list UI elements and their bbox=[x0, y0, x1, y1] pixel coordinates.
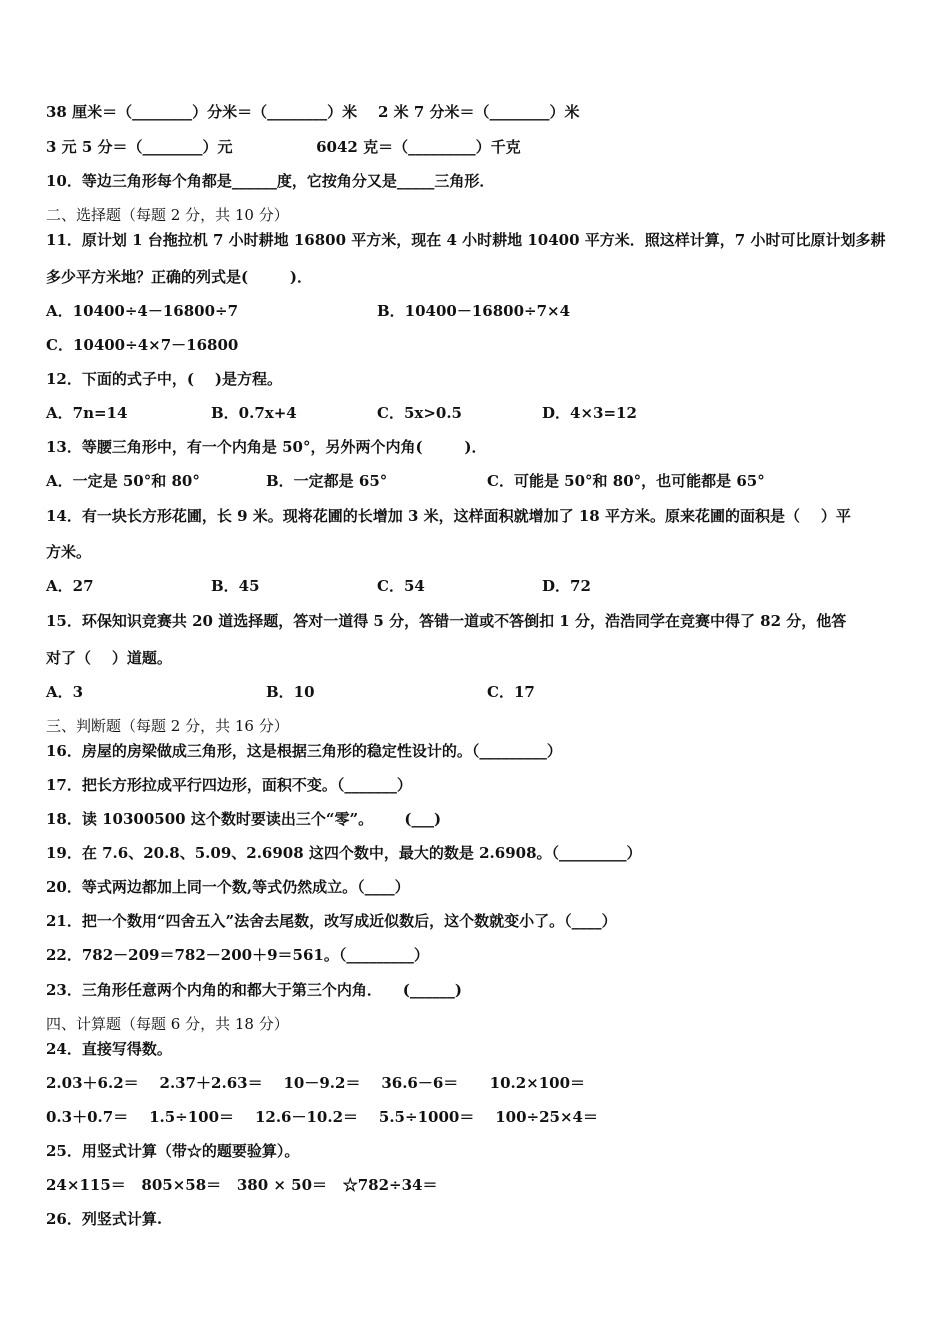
question-18: 18．读 10300500 这个数时要读出三个“零”。 (___) bbox=[46, 810, 442, 828]
question-24: 24．直接写得数。 bbox=[46, 1040, 172, 1058]
option-a: A．27 bbox=[46, 577, 94, 595]
option-b: B．10 bbox=[266, 683, 315, 701]
option-c: C．54 bbox=[377, 577, 425, 595]
question-25: 25．用竖式计算（带☆的题要验算）。 bbox=[46, 1142, 300, 1160]
option-b: B．45 bbox=[211, 577, 260, 595]
option-b: B．0.7x+4 bbox=[211, 404, 297, 422]
option-d: D．72 bbox=[542, 577, 591, 595]
question-14-line-2: 方米。 bbox=[46, 543, 92, 561]
question-24-row-1: 2.03＋6.2＝ 2.37＋2.63＝ 10－9.2＝ 36.6－6＝ 10.2×100＝ bbox=[46, 1074, 586, 1092]
option-c: C．5x>0.5 bbox=[377, 404, 462, 422]
section-4-heading: 四、计算题（每题 6 分，共 18 分） bbox=[46, 1015, 289, 1033]
option-c: C．可能是 50°和 80°，也可能都是 65° bbox=[487, 472, 765, 490]
unit-conversion-line-2: 3 元 5 分＝（________）元 6042 克＝（_________）千克 bbox=[46, 138, 521, 156]
question-20: 20．等式两边都加上同一个数,等式仍然成立。（____） bbox=[46, 878, 410, 896]
question-15-line-1: 15．环保知识竞赛共 20 道选择题，答对一道得 5 分，答错一道或不答倒扣 1 分，浩浩同学在竞赛中得了 82 分，他答 bbox=[46, 612, 847, 630]
section-2-heading: 二、选择题（每题 2 分，共 10 分） bbox=[46, 206, 289, 224]
question-21: 21．把一个数用“四舍五入”法舍去尾数，改写成近似数后，这个数就变小了。（____） bbox=[46, 912, 617, 930]
question-16: 16．房屋的房梁做成三角形，这是根据三角形的稳定性设计的。（_________） bbox=[46, 742, 562, 760]
option-a: A．10400÷4－16800÷7 bbox=[46, 302, 239, 320]
unit-conversion-line-1: 38 厘米＝（________）分米＝（________）米 2 米 7 分米＝（________）米 bbox=[46, 103, 580, 121]
question-13: 13．等腰三角形中，有一个内角是 50°，另外两个内角( )． bbox=[46, 438, 487, 456]
question-11-line-2: 多少平方米地？正确的列式是( )． bbox=[46, 268, 312, 286]
option-b: B．一定都是 65° bbox=[266, 472, 388, 490]
question-26: 26．列竖式计算. bbox=[46, 1210, 163, 1228]
question-10: 10．等边三角形每个角都是______度，它按角分又是_____三角形． bbox=[46, 172, 495, 190]
question-15-line-2: 对了（ ）道题。 bbox=[46, 649, 172, 667]
question-12: 12．下面的式子中，( )是方程。 bbox=[46, 370, 282, 388]
option-a: A．一定是 50°和 80° bbox=[46, 472, 200, 490]
question-23: 23．三角形任意两个内角的和都大于第三个内角． (______) bbox=[46, 981, 462, 999]
option-a: A．7n=14 bbox=[46, 404, 128, 422]
question-22: 22．782－209＝782－200＋9＝561。（_________） bbox=[46, 946, 429, 964]
section-3-heading: 三、判断题（每题 2 分，共 16 分） bbox=[46, 717, 289, 735]
option-b: B．10400－16800÷7×4 bbox=[377, 302, 571, 320]
question-24-row-2: 0.3＋0.7＝ 1.5÷100＝ 12.6－10.2＝ 5.5÷1000＝ 100÷25×4＝ bbox=[46, 1108, 598, 1126]
option-a: A．3 bbox=[46, 683, 84, 701]
question-14-line-1: 14．有一块长方形花圃，长 9 米。现将花圃的长增加 3 米，这样面积就增加了 18 平方米。原来花圃的面积是（ ）平 bbox=[46, 507, 851, 525]
question-25-row: 24×115＝ 805×58＝ 380 × 50＝ ☆782÷34＝ bbox=[46, 1176, 438, 1194]
question-11-line-1: 11．原计划 1 台拖拉机 7 小时耕地 16800 平方米，现在 4 小时耕地 10400 平方米．照这样计算，7 小时可比原计划多耕 bbox=[46, 231, 886, 249]
question-17: 17．把长方形拉成平行四边形，面积不变。（_______） bbox=[46, 776, 412, 794]
question-19: 19．在 7.6、20.8、5.09、2.6908 这四个数中，最大的数是 2.6908。（_________） bbox=[46, 844, 642, 862]
question-11-option-c: C．10400÷4×7－16800 bbox=[46, 336, 239, 354]
option-c: C．17 bbox=[487, 683, 535, 701]
option-d: D．4×3=12 bbox=[542, 404, 637, 422]
